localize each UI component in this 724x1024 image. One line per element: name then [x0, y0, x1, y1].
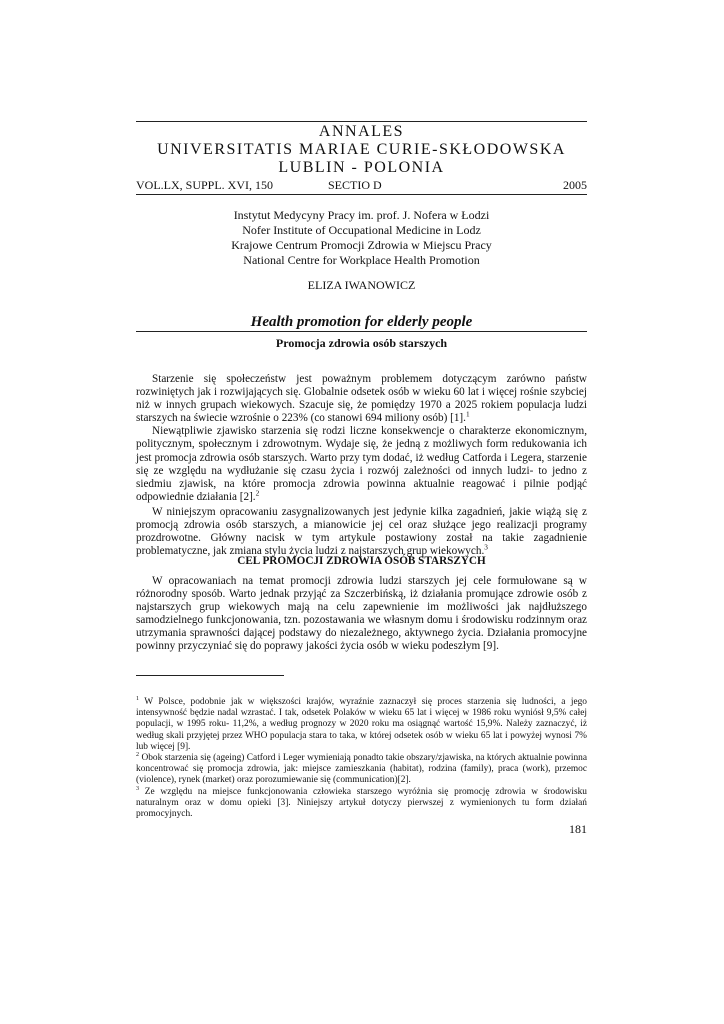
footnotes — [136, 697, 587, 820]
journal-volume-row — [136, 178, 587, 192]
journal-volume: VOL.LX, SUPPL. XVI, 150 — [136, 178, 274, 192]
author-name: ELIZA IWANOWICZ — [307, 278, 416, 292]
journal-year: 2005 — [563, 178, 587, 192]
footnote-ref: 3 — [484, 543, 488, 552]
paper-subtitle: Promocja zdrowia osób starszych — [275, 336, 448, 350]
section-heading: CEL PROMOCJI ZDROWIA OSÓB STARSZYCH — [237, 555, 486, 567]
footnote-mark: 1 — [136, 695, 140, 702]
footnote-ref: 2 — [255, 489, 260, 498]
body-paragraph: Niewątpliwie zjawisko starzenia się rodzi liczne konsekwencje o charakterze ekonomicznym, politycznym, społecznym i zdrowotnym. Wydaje się, że jedną z możliwych form redukowania ich jest promocja zdrowia osób starszych. Warto przy tym dodać, iż według Catforda i Legera, starzenie się ze względu na wydłużanie się czasu życia i rozwój zależności od innych ludzi- to jedno z siedmiu zjawisk, na które promocja zdrowia powinna aktualnie reagować i pilnie podjąć odpowiednie działania [2].$^2$ — [136, 425, 587, 503]
footnote-ref: 1 — [465, 410, 470, 419]
footnote: $^1$ W Polsce, podobnie jak w większości krajów, wyraźnie zaznaczył się proces starzenia się ludności, a jego intensywność będzie nadal wzrastać. I tak, odsetek Polaków w wieku 65 lat i więcej w 1986 roku wyniósł 9,5% całej populacji, w 1995 roku- 11,2%, a według prognozy w 2020 roku ma osiągnąć wartość 15,9%. Należy zaznaczyć, iż według skali przyjętej przez WHO populacja stara to taka, w której odsetek osób w wieku 65 lat i powyżej wynosi 7% lub więcej [9]. — [136, 695, 587, 752]
footnote: $^2$ Obok starzenia się (ageing) Catford i Leger wymieniają ponadto takie obszary/zjawiska, na których aktualnie powinna koncentrować się promocja zdrowia, jak: miejsce zamieszkania (habitat), rodzina (family), praca (work), przemoc (violence), rynek (market) oraz porozumiewanie się (communication)[2]. — [136, 751, 587, 786]
journal-name-line1: ANNALES — [318, 123, 405, 140]
section-body — [136, 575, 587, 654]
intro-body — [136, 373, 587, 558]
footnote-separator — [136, 675, 284, 676]
paper-page — [136, 0, 587, 1024]
affiliation-line: Nofer Institute of Occupational Medicine in Lodz — [242, 223, 481, 237]
paper-title: Health promotion for elderly people — [250, 314, 473, 330]
body-paragraph: W opracowaniach na temat promocji zdrowia ludzi starszych jej cele formułowane są w różnorodny sposób. Warto jednak przyjąć za Szczerbińską, iż działania promujące zdrowie osób z najstarszych grup wiekowych mają na celu zapewnienie im możliwości jak najdłuższego samodzielnego funkcjonowania, tzn. pozostawania we własnym domu i środowisku rodzinnym oraz utrzymania sprawności dającej podstawy do niezależnego, aktywnego życia. Działania promocyjne powinny przyczyniać się do poprawy jakości życia osób w wieku podeszłym [9]. — [136, 575, 587, 653]
journal-section: SECTIO D — [328, 178, 382, 192]
footnote-mark: 3 — [136, 785, 140, 792]
body-paragraph: Starzenie się społeczeństw jest poważnym problemem dotyczącym zarówno państw rozwiniętych jak i rozwijających się. Globalnie odsetek osób w wieku 60 lat i więcej rośnie szybciej niż w innych grupach wiekowych. Szacuje się, że pomiędzy 1970 a 2025 rokiem populacja ludzi starszych na świecie wzrośnie o 223% (co stanowi 694 miliony osób) [1].$^1$ — [136, 373, 587, 425]
affiliation-line: Krajowe Centrum Promocji Zdrowia w Miejscu Pracy — [231, 238, 492, 252]
header-bottom-rule — [136, 194, 587, 195]
title-rule — [136, 331, 587, 332]
journal-name-line2: UNIVERSITATIS MARIAE CURIE-SKŁODOWSKA — [157, 141, 566, 158]
affiliation-line: National Centre for Workplace Health Promotion — [243, 253, 480, 267]
page-number: 181 — [569, 822, 587, 836]
affiliation-line: Instytut Medycyny Pracy im. prof. J. Nofera w Łodzi — [233, 208, 490, 222]
header-top-rule — [136, 121, 587, 122]
journal-name-line3: LUBLIN - POLONIA — [278, 159, 445, 176]
body-paragraph: W niniejszym opracowaniu zasygnalizowanych jest jedynie kilka zagadnień, jakie wiążą się z promocją zdrowia osób starszych, a mianowicie jej cel oraz służące jego realizacji programy prozdrowotne. Główny nacisk w tym artykule postawiony został na takie zagadnienie problematyczne, jak zmiana stylu życia ludzi z najstarszych grup wiekowych.$^3$ — [136, 505, 587, 558]
footnote-mark: 2 — [136, 751, 140, 758]
footnote: $^3$ Ze względu na miejsce funkcjonowania człowieka starszego wyróżnia się promocję zdrowia w środowisku naturalnym oraz w domu opieki [3]. Niniejszy artykuł dotyczy pierwszej z wymienionych tu form działań promocyjnych. — [136, 785, 587, 820]
